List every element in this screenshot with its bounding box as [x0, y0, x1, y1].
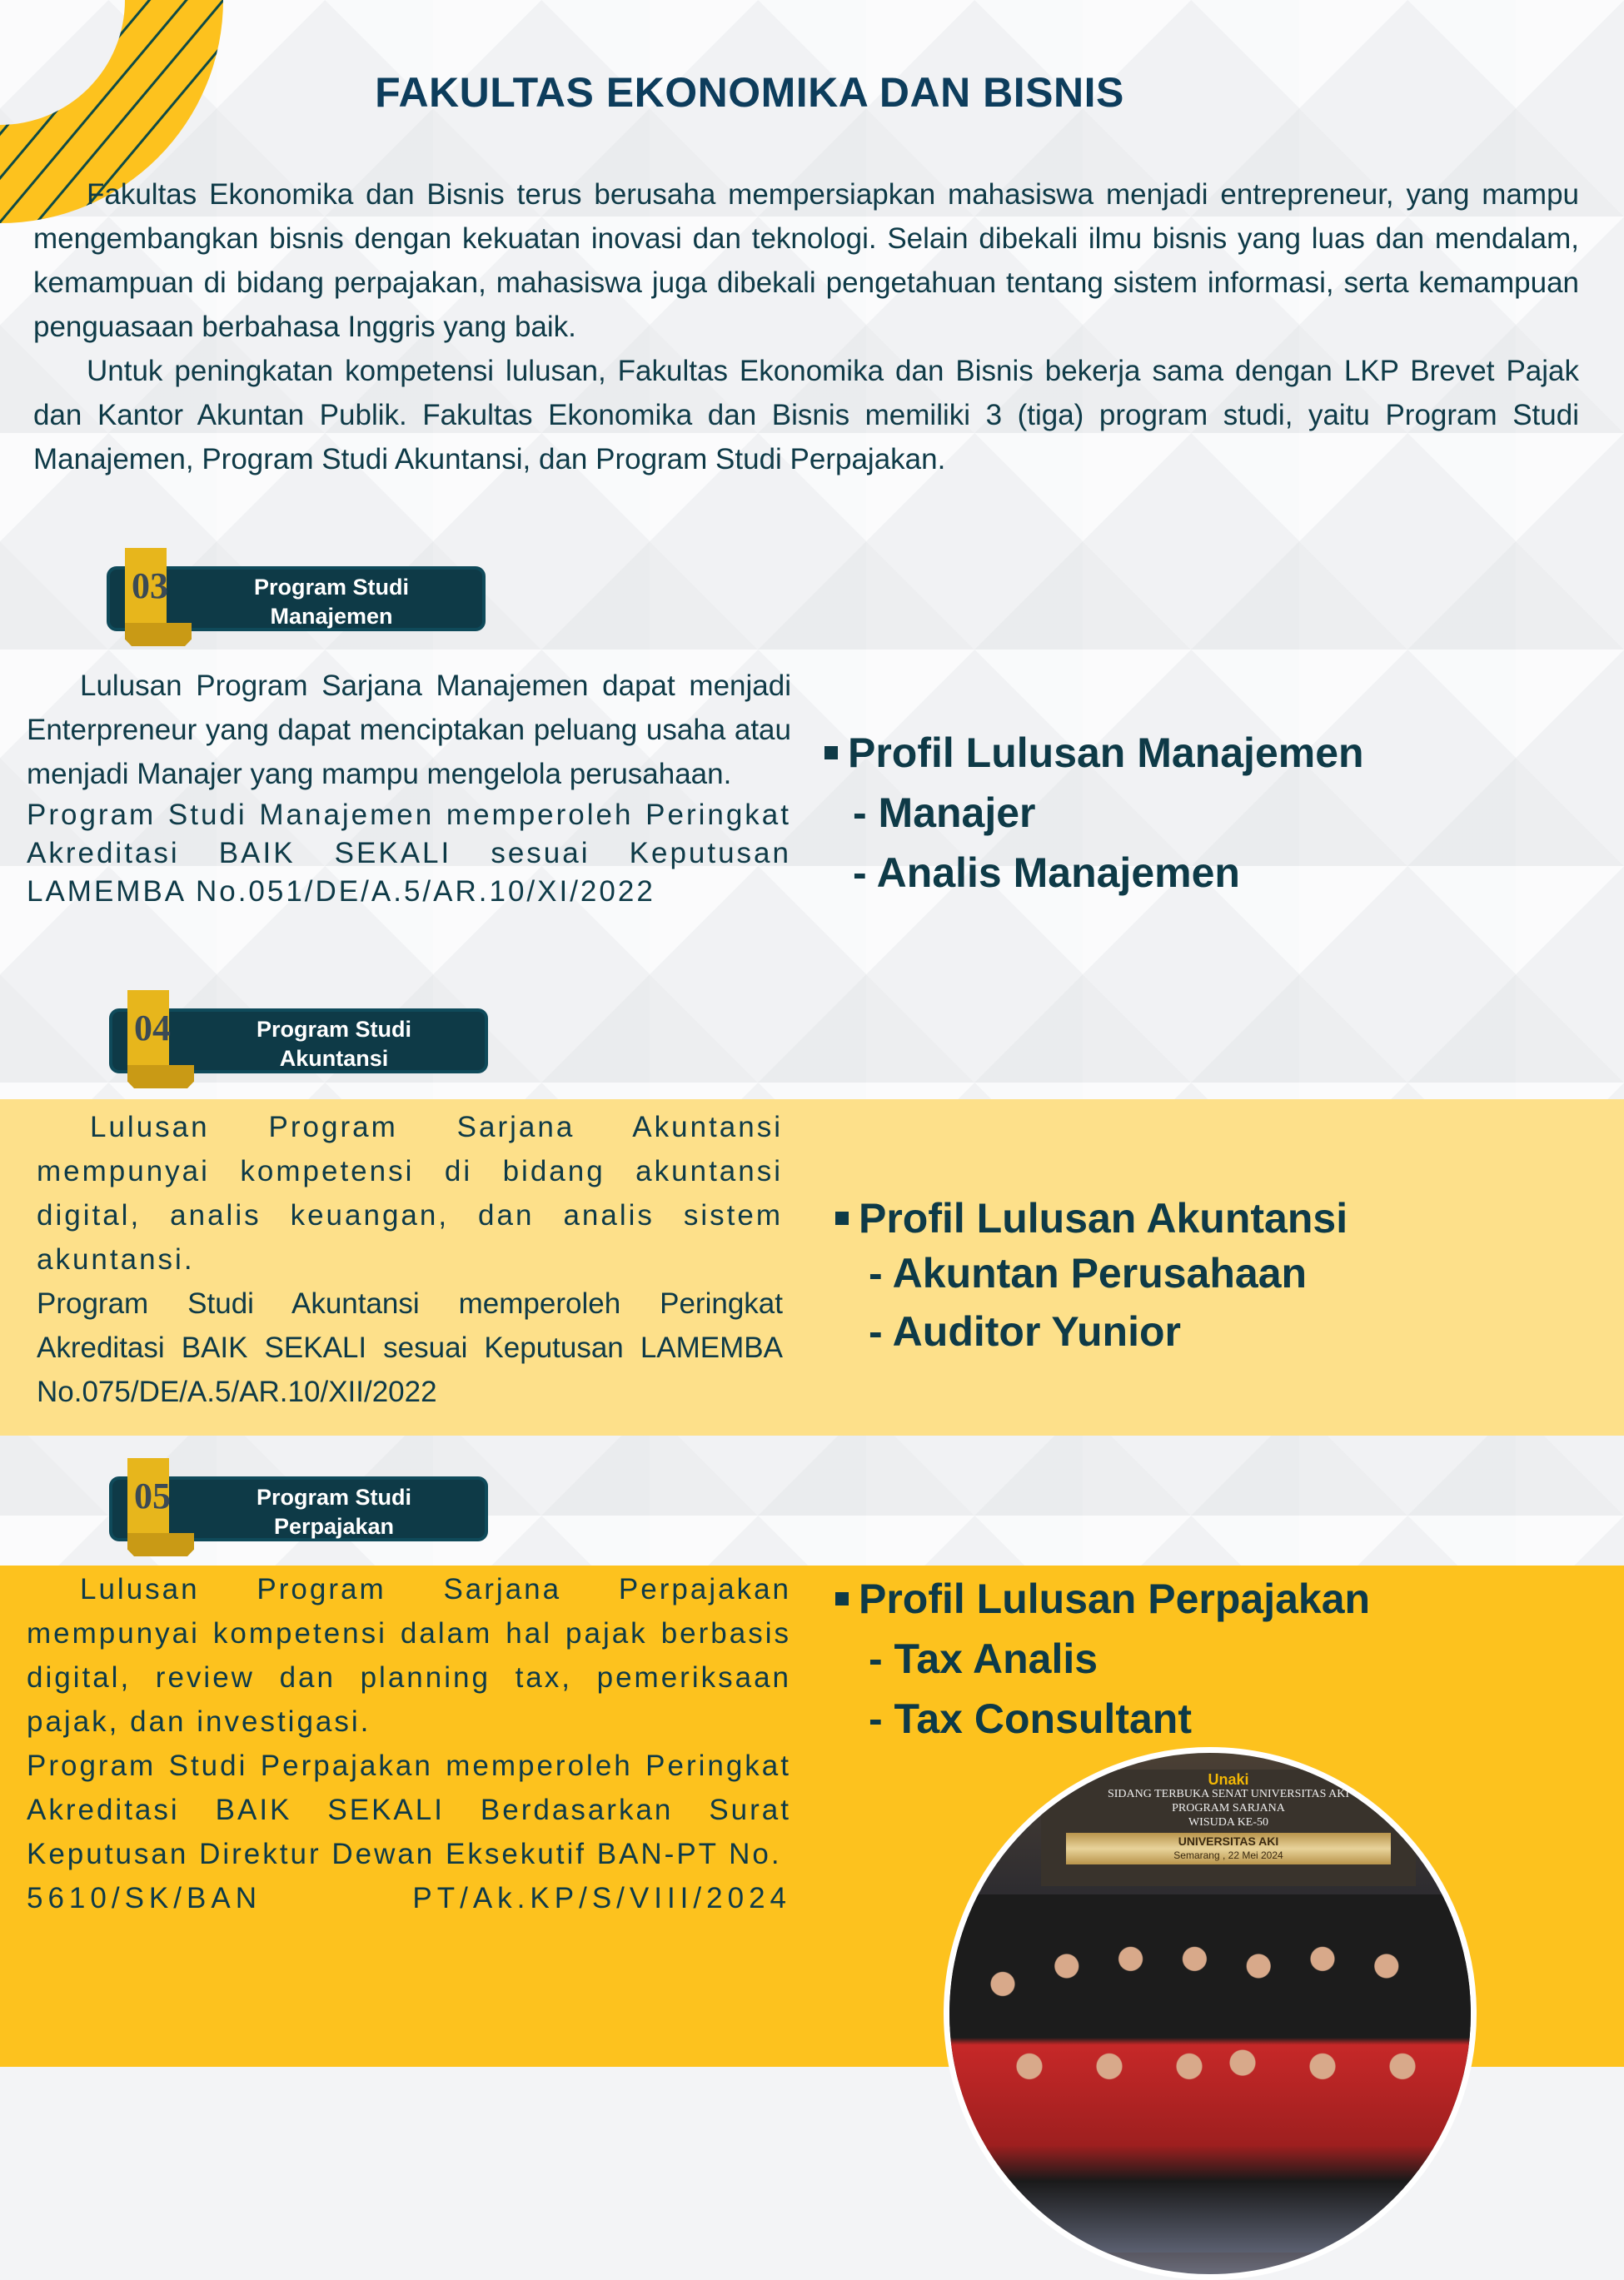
- profile-item: - Akuntan Perusahaan: [869, 1250, 1308, 1297]
- page-title: FAKULTAS EKONOMIKA DAN BISNIS: [375, 69, 1124, 116]
- profile-item: - Analis Manajemen: [853, 849, 1240, 896]
- manajemen-description: [27, 664, 791, 911]
- manajemen-profile-list: [824, 723, 1364, 903]
- bullet-square-icon: [835, 1212, 849, 1225]
- akuntansi-profile-list: [835, 1192, 1348, 1361]
- akuntansi-graduate-text: Lulusan Program Sarjana Akuntansi mempunyai kompetensi di bidang akuntansi digital, analis keuangan, dan analis sistem akuntansi.: [37, 1111, 783, 1276]
- ribbon-fold: [127, 1065, 194, 1088]
- akuntansi-accreditation: Program Studi Akuntansi memperoleh Peringkat Akreditasi BAIK SEKALI sesuai Keputusan LAMEMBA No.075/DE/A.5/AR.10/XII/2022: [37, 1287, 783, 1408]
- program-label: Program Studi Manajemen: [253, 575, 410, 629]
- unaki-logo: Unaki: [1208, 1771, 1249, 1788]
- program-banner-akuntansi: [109, 1000, 488, 1073]
- profile-title: Profil Lulusan Manajemen: [848, 729, 1364, 776]
- profile-item: - Auditor Yunior: [869, 1308, 1181, 1355]
- intro-paragraph-1: Fakultas Ekonomika dan Bisnis terus berusaha mempersiapkan mahasiswa menjadi entrepreneur, yang mampu mengembangkan bisnis dengan kekuatan inovasi dan teknologi. Selain dibekali ilmu bisnis yang luas dan mendalam, kemampuan di bidang perpajakan, mahasiswa juga dibekali pengetahuan tentang sistem informasi, serta kemampuan penguasaan berbahasa Inggris yang baik.: [33, 178, 1579, 343]
- perpajakan-profile-list: [835, 1569, 1370, 1749]
- graduates-group: [949, 1894, 1477, 2253]
- bullet-square-icon: [835, 1592, 849, 1605]
- program-banner-manajemen: [107, 558, 486, 631]
- perpajakan-accreditation: Program Studi Perpajakan memperoleh Peringkat Akreditasi BAIK SEKALI Berdasarkan Surat Keputusan Direktur Dewan Eksekutif BAN-PT No.: [27, 1750, 791, 1870]
- program-label: Program Studi Perpajakan: [256, 1485, 412, 1539]
- perpajakan-decree-number: 5610/SK/BAN PT/Ak.KP/S/VIII/2024: [27, 1882, 791, 1914]
- intro-paragraph-2: Untuk peningkatan kompetensi lulusan, Fakultas Ekonomika dan Bisnis bekerja sama dengan LKP Brevet Pajak dan Kantor Akuntan Publik. Fakultas Ekonomika dan Bisnis memiliki 3 (tiga) program studi, yaitu Program Studi Manajemen, Program Studi Akuntansi, dan Program Studi Perpajakan.: [33, 355, 1579, 475]
- profile-title: Profil Lulusan Akuntansi: [859, 1195, 1348, 1242]
- ceremony-backdrop: Unaki SIDANG TERBUKA SENAT UNIVERSITAS AKI PROGRAM SARJANA WISUDA KE-50 UNIVERSITAS AKI Semarang , 22 Mei 2024: [1041, 1770, 1416, 1886]
- program-banner-perpajakan: [109, 1468, 488, 1541]
- profile-item: - Manajer: [853, 789, 1036, 836]
- perpajakan-graduate-text: Lulusan Program Sarjana Perpajakan mempunyai kompetensi dalam hal pajak berbasis digital, review dan planning tax, pemeriksaan pajak, dan investigasi.: [27, 1573, 791, 1738]
- program-number: 05: [134, 1476, 171, 1516]
- bullet-square-icon: [824, 746, 838, 759]
- perpajakan-description: [27, 1567, 791, 1920]
- profile-title: Profil Lulusan Perpajakan: [859, 1576, 1371, 1622]
- program-number: 03: [132, 565, 168, 606]
- akuntansi-description: [37, 1105, 783, 1414]
- manajemen-graduate-text: Lulusan Program Sarjana Manajemen dapat menjadi Enterpreneur yang dapat menciptakan peluang usaha atau menjadi Manajer yang mampu mengelola perusahaan.: [27, 670, 791, 790]
- intro-text: [33, 172, 1579, 481]
- program-number: 04: [134, 1008, 171, 1048]
- program-label: Program Studi Akuntansi: [256, 1017, 412, 1071]
- graduation-photo: [944, 1747, 1477, 2280]
- manajemen-accreditation: Program Studi Manajemen memperoleh Peringkat Akreditasi BAIK SEKALI sesuai Keputusan LAMEMBA No.051/DE/A.5/AR.10/XI/2022: [27, 799, 791, 908]
- ribbon-fold: [127, 1533, 194, 1556]
- profile-item: - Tax Analis: [869, 1635, 1098, 1682]
- profile-item: - Tax Consultant: [869, 1695, 1192, 1742]
- ribbon-fold: [125, 623, 192, 646]
